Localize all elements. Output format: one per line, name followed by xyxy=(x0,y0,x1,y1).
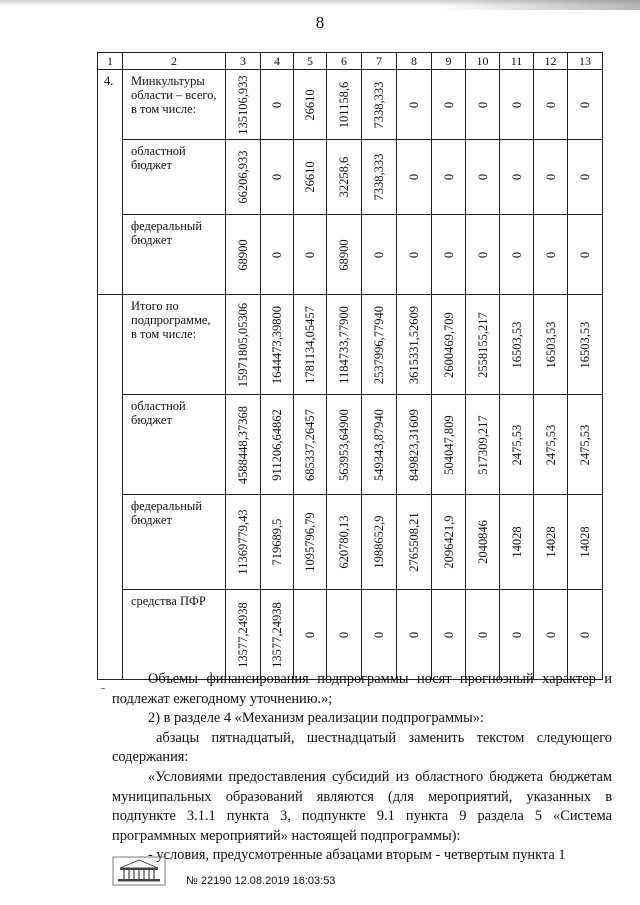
cell-value: 0 xyxy=(407,631,421,638)
cell-value: 0 xyxy=(475,631,490,638)
table-cell xyxy=(226,140,261,215)
cell-value: 2096421,9 xyxy=(441,515,456,569)
table-cell xyxy=(534,140,568,215)
column-header: 10 xyxy=(466,53,500,70)
cell-value: 7338,333 xyxy=(372,81,386,128)
table-cell xyxy=(261,590,294,680)
cell-value: 0 xyxy=(441,173,456,181)
table-cell xyxy=(534,215,568,295)
cell-value: 2537996,77940 xyxy=(372,305,386,384)
column-header: 1 xyxy=(98,53,123,70)
table-cell xyxy=(226,70,261,140)
cell-value: 0 xyxy=(543,251,558,258)
cell-value: 0 xyxy=(509,631,524,638)
table-cell xyxy=(466,590,500,680)
table-cell xyxy=(397,70,432,140)
row-label xyxy=(123,215,226,295)
table-row xyxy=(98,215,603,295)
row-label-text: областной бюджет xyxy=(131,144,186,172)
column-header: 11 xyxy=(500,53,534,70)
cell-value: 0 xyxy=(578,631,592,638)
cell-value: 0 xyxy=(509,173,524,181)
cell-value: 0 xyxy=(407,101,421,108)
row-label xyxy=(123,590,226,680)
table-cell xyxy=(362,395,397,495)
cell-value: 1184733,77900 xyxy=(337,305,351,384)
column-header: 7 xyxy=(362,53,397,70)
table-cell xyxy=(327,295,362,395)
cell-value: 0 xyxy=(337,631,351,638)
cell-value: 11369779,43 xyxy=(236,509,250,575)
row-label-text: средства ПФР xyxy=(131,594,206,608)
cell-value: 1781134,05457 xyxy=(303,305,317,384)
table-cell xyxy=(261,140,294,215)
cell-value: 849823,31609 xyxy=(407,408,421,481)
cell-value: 2765508,21 xyxy=(407,512,421,572)
table-cell xyxy=(568,590,603,680)
cell-value: 685337,26457 xyxy=(303,408,317,481)
table-cell xyxy=(466,495,500,590)
table-cell xyxy=(397,295,432,395)
table-cell xyxy=(568,295,603,395)
cell-value: 0 xyxy=(578,173,592,181)
column-header: 4 xyxy=(261,53,294,70)
table-cell xyxy=(362,590,397,680)
cell-value: 1988652,9 xyxy=(372,515,386,569)
table-cell xyxy=(466,215,500,295)
cell-value: 0 xyxy=(407,251,421,258)
cell-value: 0 xyxy=(475,101,490,108)
table-cell xyxy=(568,140,603,215)
margin-tick-mark: ˉ xyxy=(101,684,105,698)
row-label xyxy=(123,70,226,140)
cell-value: 504047,809 xyxy=(441,414,456,475)
row-label-text: федеральный бюджет xyxy=(131,219,203,247)
table-cell xyxy=(568,70,603,140)
table-cell xyxy=(466,70,500,140)
row-number xyxy=(98,295,123,680)
table-cell xyxy=(397,590,432,680)
table-cell xyxy=(294,215,327,295)
table-cell xyxy=(534,295,568,395)
financing-table xyxy=(97,52,603,680)
row-number-text: 4. xyxy=(104,74,114,88)
table-cell xyxy=(534,495,568,590)
column-header: 3 xyxy=(226,53,261,70)
table-cell xyxy=(226,215,261,295)
row-label-text: Минкультуры области – всего, в том числе: xyxy=(131,74,217,116)
table-cell xyxy=(226,590,261,680)
cell-value: 26610 xyxy=(303,161,317,193)
table-row xyxy=(98,70,603,140)
table-header-row xyxy=(98,53,603,70)
column-header: 13 xyxy=(568,53,603,70)
table-cell xyxy=(500,590,534,680)
cell-value: 0 xyxy=(578,101,592,108)
cell-value: 0 xyxy=(372,251,386,258)
table-cell xyxy=(534,70,568,140)
cell-value: 0 xyxy=(509,101,524,108)
table-cell xyxy=(466,295,500,395)
cell-value: 0 xyxy=(543,101,558,108)
row-label xyxy=(123,495,226,590)
table-cell xyxy=(327,70,362,140)
cell-value: 2558155,217 xyxy=(475,311,490,378)
table-cell xyxy=(261,495,294,590)
cell-value: 14028 xyxy=(509,526,524,558)
table-cell xyxy=(397,140,432,215)
cell-value: 68900 xyxy=(337,238,351,271)
table-row xyxy=(98,590,603,680)
cell-value: 0 xyxy=(441,631,456,638)
table-cell xyxy=(226,495,261,590)
table-cell xyxy=(294,395,327,495)
cell-value: 0 xyxy=(578,251,592,258)
cell-value: 26610 xyxy=(303,88,317,121)
cell-value: 0 xyxy=(372,631,386,638)
cell-value: 14028 xyxy=(578,526,592,558)
row-label-text: Итого по подпрограмме, в том числе: xyxy=(131,299,211,341)
table-cell xyxy=(294,590,327,680)
cell-value: 2475,53 xyxy=(509,424,524,465)
table-cell xyxy=(397,495,432,590)
cell-value: 135106,933 xyxy=(236,74,250,135)
cell-value: 620780,13 xyxy=(337,515,351,569)
cell-value: 0 xyxy=(475,251,490,258)
cell-value: 14028 xyxy=(543,526,558,558)
cell-value: 2040846 xyxy=(475,520,490,564)
cell-value: 32258,6 xyxy=(337,156,351,198)
table-row xyxy=(98,295,603,395)
cell-value: 0 xyxy=(543,631,558,638)
cell-value: 0 xyxy=(475,173,490,181)
row-number xyxy=(98,70,123,295)
paragraph: абзацы пятнадцатый, шестнадцатый заменить текстом следующего содержания: xyxy=(112,729,612,766)
cell-value: 68900 xyxy=(236,238,250,271)
table-cell xyxy=(500,215,534,295)
cell-value: 13577,24938 xyxy=(236,601,250,668)
cell-value: 16503,53 xyxy=(543,321,558,368)
cell-value: 0 xyxy=(441,251,456,258)
cell-value: 563953,64900 xyxy=(337,408,351,481)
table-cell xyxy=(261,395,294,495)
table-cell xyxy=(294,70,327,140)
table-cell xyxy=(534,590,568,680)
paragraph: Объемы финансирования подпрограммы носят прогнозный характер и подлежат ежегодному уточнению.»; xyxy=(112,671,612,707)
cell-value: 0 xyxy=(509,251,524,258)
column-header: 9 xyxy=(432,53,466,70)
table-cell xyxy=(432,590,466,680)
row-number-text xyxy=(98,295,122,299)
cell-value: 2475,53 xyxy=(578,424,592,465)
cell-value: 0 xyxy=(270,173,284,181)
table-cell xyxy=(466,395,500,495)
cell-value: 66206,933 xyxy=(236,150,250,204)
cell-value: 0 xyxy=(303,631,317,638)
cell-value: 549343,87940 xyxy=(372,408,386,481)
table-cell xyxy=(500,140,534,215)
table-cell xyxy=(294,495,327,590)
page-number: 8 xyxy=(315,13,325,32)
table-cell xyxy=(534,395,568,495)
cell-value: 1644473,39800 xyxy=(270,305,284,384)
document-registration-footer: № 22190 12.08.2019 16:03:53 xyxy=(186,875,336,887)
building-seal-icon xyxy=(112,856,166,886)
table-cell xyxy=(500,495,534,590)
table-cell xyxy=(466,140,500,215)
cell-value: 16503,53 xyxy=(578,321,592,368)
table-cell xyxy=(432,215,466,295)
table-cell xyxy=(500,395,534,495)
cell-value: 0 xyxy=(303,251,317,258)
row-label xyxy=(123,140,226,215)
table-cell xyxy=(294,140,327,215)
table-cell xyxy=(327,215,362,295)
paragraph: 2) в разделе 4 «Механизм реализации подпрограммы»: xyxy=(148,710,485,727)
table-cell xyxy=(432,295,466,395)
table-cell xyxy=(500,295,534,395)
cell-value: 0 xyxy=(441,101,456,108)
cell-value: 0 xyxy=(270,101,284,108)
cell-value: 16503,53 xyxy=(509,321,524,368)
table-cell xyxy=(261,215,294,295)
cell-value: 15971805,05306 xyxy=(236,302,250,387)
cell-value: 911206,64862 xyxy=(270,408,284,481)
table-cell xyxy=(362,495,397,590)
cell-value: 0 xyxy=(543,173,558,181)
cell-value: 101158,6 xyxy=(337,81,351,128)
table-cell xyxy=(362,295,397,395)
table-row xyxy=(98,495,603,590)
paragraph: - условия, предусмотренные абзацами вторым - четвертым пункта 1 xyxy=(148,847,566,864)
row-label xyxy=(123,395,226,495)
table-cell xyxy=(261,70,294,140)
table-cell xyxy=(362,70,397,140)
table-cell xyxy=(432,495,466,590)
cell-value: 1095796,79 xyxy=(303,512,317,572)
table-cell xyxy=(226,295,261,395)
cell-value: 13577,24938 xyxy=(270,601,284,668)
table-cell xyxy=(362,140,397,215)
table-cell xyxy=(327,140,362,215)
cell-value: 719689,5 xyxy=(270,518,284,566)
table-cell xyxy=(327,590,362,680)
column-header: 12 xyxy=(534,53,568,70)
column-header: 6 xyxy=(327,53,362,70)
table-cell xyxy=(568,215,603,295)
cell-value: 3615331,52609 xyxy=(407,305,421,384)
table-row xyxy=(98,395,603,495)
cell-value: 0 xyxy=(270,251,284,258)
cell-value: 0 xyxy=(407,173,421,181)
column-header: 5 xyxy=(294,53,327,70)
paragraph: «Условиями предоставления субсидий из областного бюджета бюджетам муниципальных образований являются (для мероприятий, указанных в подпункте 3.1.1 пункта 3, подпункте 9.1 пункта 9 раздела 5 «Система программных мероприятий» настоящей подпрограммы): xyxy=(112,768,612,844)
table-cell xyxy=(432,140,466,215)
column-header: 2 xyxy=(123,53,226,70)
scan-edge-shadow-right xyxy=(440,0,640,10)
table-cell xyxy=(397,395,432,495)
table-cell xyxy=(226,395,261,495)
cell-value: 7338,333 xyxy=(372,153,386,201)
column-header: 8 xyxy=(397,53,432,70)
table-cell xyxy=(568,495,603,590)
table-cell xyxy=(432,70,466,140)
table-cell xyxy=(568,395,603,495)
cell-value: 4588448,37368 xyxy=(236,405,250,484)
table-cell xyxy=(327,395,362,495)
cell-value: 2600469,709 xyxy=(441,311,456,378)
row-label-text: областной бюджет xyxy=(131,399,186,427)
table-cell xyxy=(294,295,327,395)
cell-value: 517309,217 xyxy=(475,414,490,475)
table-cell xyxy=(397,215,432,295)
row-label xyxy=(123,295,226,395)
table-cell xyxy=(362,215,397,295)
body-text xyxy=(112,670,612,866)
cell-value: 2475,53 xyxy=(543,424,558,465)
table-cell xyxy=(261,295,294,395)
table-cell xyxy=(327,495,362,590)
table-cell xyxy=(432,395,466,495)
table-cell xyxy=(500,70,534,140)
row-label-text: федеральный бюджет xyxy=(131,499,203,527)
table-row xyxy=(98,140,603,215)
